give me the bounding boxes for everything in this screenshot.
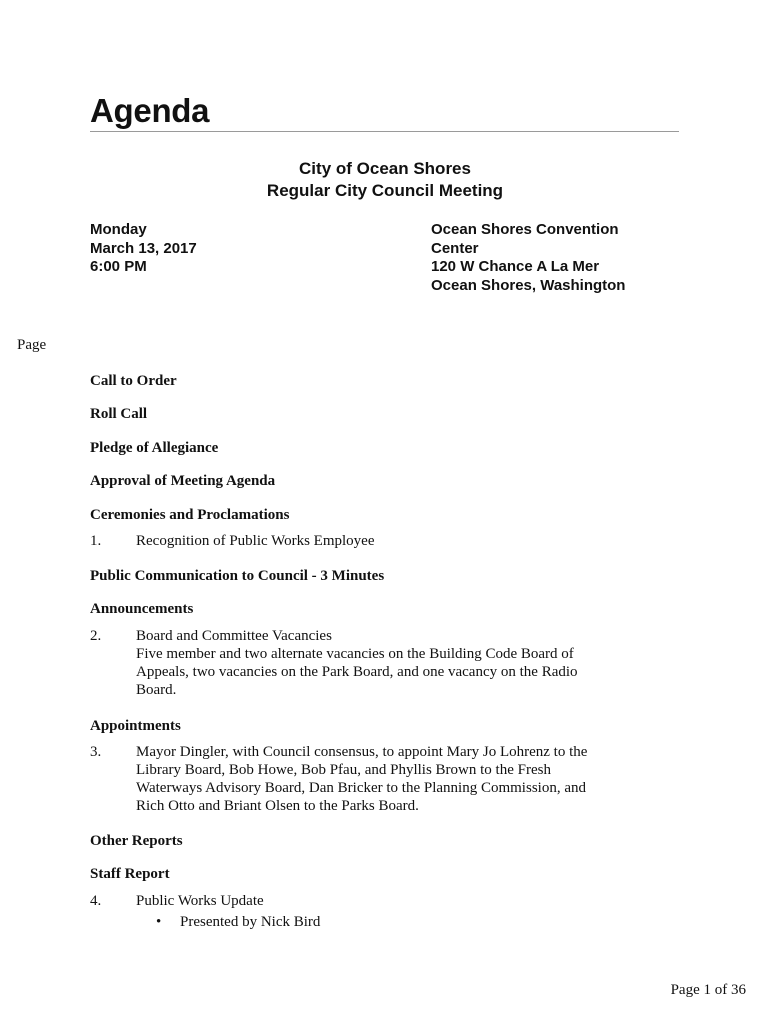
meeting-name: Regular City Council Meeting xyxy=(266,181,504,200)
item-number: 4. xyxy=(90,893,102,909)
item-text: Rich Otto and Briant Olsen to the Parks Board. xyxy=(136,798,419,814)
meeting-date-block xyxy=(90,221,197,277)
item-title: Public Works Update xyxy=(136,893,264,909)
agenda-item-4 xyxy=(90,892,610,931)
meeting-date: March 13, 2017 xyxy=(90,239,197,257)
bullet-icon: • xyxy=(156,914,162,930)
item-number: 1. xyxy=(90,533,102,549)
agenda-item-3 xyxy=(90,743,610,815)
section-call-to-order: Call to Order xyxy=(90,373,177,389)
meeting-day: Monday xyxy=(90,221,147,238)
item-title: Board and Committee Vacancies xyxy=(136,628,332,644)
page-number: Page 1 of 36 xyxy=(670,982,746,998)
section-appointments: Appointments xyxy=(90,718,181,734)
meeting-header xyxy=(0,158,770,202)
page-title: Agenda xyxy=(90,92,210,129)
item-description: Board. xyxy=(136,682,177,698)
bullet-text: Presented by Nick Bird xyxy=(180,914,321,930)
meeting-time: 6:00 PM xyxy=(90,258,147,275)
item-number: 3. xyxy=(90,744,102,760)
item-text: Mayor Dingler, with Council consensus, to appoint Mary Jo Lohrenz to the xyxy=(136,744,588,760)
bullet-item xyxy=(156,913,610,931)
page-column-label: Page xyxy=(17,337,47,353)
location-line: Center xyxy=(431,239,479,257)
meeting-location-block xyxy=(431,221,625,295)
agenda-item-1 xyxy=(90,532,610,550)
organization-name: City of Ocean Shores xyxy=(299,159,471,178)
section-announcements: Announcements xyxy=(90,601,194,617)
item-number: 2. xyxy=(90,628,102,644)
section-other-reports: Other Reports xyxy=(90,833,183,849)
item-description: Appeals, two vacancies on the Park Board, and one vacancy on the Radio xyxy=(136,664,578,680)
section-ceremonies: Ceremonies and Proclamations xyxy=(90,507,290,523)
item-description: Five member and two alternate vacancies on the Building Code Board of xyxy=(136,646,574,662)
section-pledge: Pledge of Allegiance xyxy=(90,440,219,456)
location-line: Ocean Shores, Washington xyxy=(431,276,626,294)
item-text: Waterways Advisory Board, Dan Bricker to the Planning Commission, and xyxy=(136,780,586,796)
title-divider xyxy=(90,131,679,132)
item-text: Library Board, Bob Howe, Bob Pfau, and Phyllis Brown to the Fresh xyxy=(136,762,551,778)
location-line: Ocean Shores Convention xyxy=(431,221,619,238)
agenda-item-2 xyxy=(90,627,610,699)
section-roll-call: Roll Call xyxy=(90,406,148,422)
section-approval: Approval of Meeting Agenda xyxy=(90,473,276,489)
section-public-communication: Public Communication to Council - 3 Minutes xyxy=(90,568,385,584)
location-line: 120 W Chance A La Mer xyxy=(431,258,600,275)
item-title: Recognition of Public Works Employee xyxy=(136,533,375,549)
section-staff-report: Staff Report xyxy=(90,866,170,882)
